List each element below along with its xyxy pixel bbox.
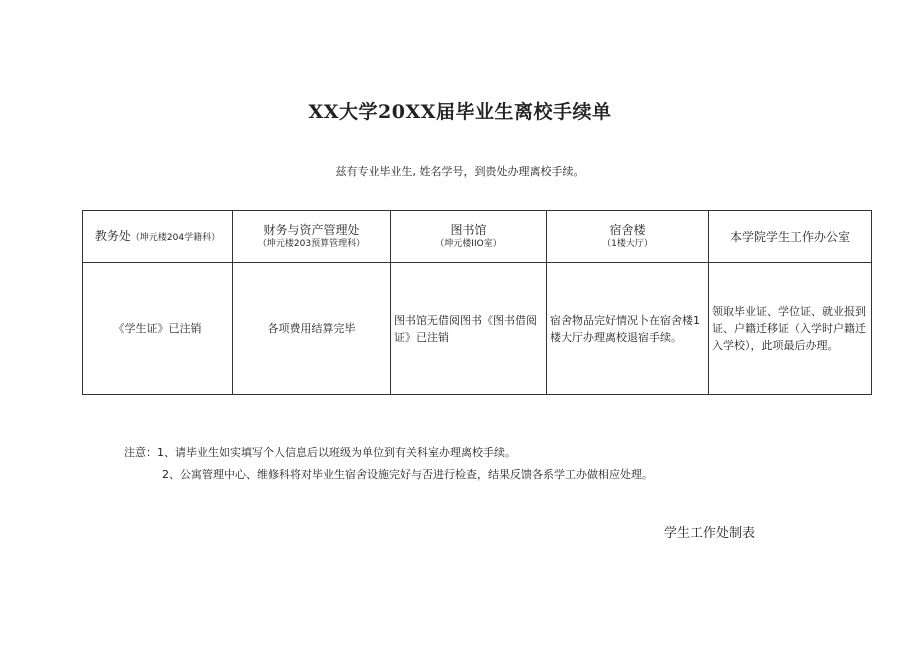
header-cell-academic-affairs [83,211,233,263]
dept-name: 宿舍楼 [609,223,646,237]
dept-name: 财务与资产管理处 [263,223,360,237]
dept-location: （坤元楼IIO室） [435,239,502,249]
notes-section [124,442,653,486]
dept-name: 本学院学生工作办公室 [729,229,850,244]
note-line-1: 注意：1、请毕业生如实填写个人信息后以班级为单位到有关科室办理离校手续。 [124,446,516,459]
requirement-cell: 《学生证》已注销 [83,263,233,395]
requirement-cell: 各项费用结算完毕 [233,263,391,395]
requirement-cell: 宿舍物品完好情况卜在宿舍楼1楼大厅办理离校退宿手续。 [547,263,709,395]
clearance-table [82,210,872,395]
dept-location: （1楼大厅） [602,239,653,249]
issuer-label: 学生工作处制表 [664,526,756,541]
note-line-2: 2、公寓管理中心、维修科将对毕业生宿舍设施完好与否进行检查，结果反馈各系学工办做相应处理。 [162,468,653,481]
header-cell-finance [233,211,391,263]
requirement-cell: 图书馆无借阅图书《图书借阅证》已注销 [391,263,547,395]
requirement-cell: 领取毕业证、学位证、就业报到证、户籍迁移证（入学时户籍迁入学校），此项最后办理。 [709,263,872,395]
dept-name: 图书馆 [450,223,487,237]
header-cell-student-affairs-office [709,211,872,263]
header-cell-dormitory [547,211,709,263]
document-title: XX大学20XX届毕业生离校手续单 [308,101,612,123]
dept-location: （坤元楼204学籍科） [130,232,221,243]
intro-statement: 兹有专业毕业生, 姓名学号，到贵处办理离校手续。 [335,165,585,178]
dept-location: （坤元楼203预算管理科） [257,239,366,249]
table-header-row [83,211,872,263]
table-requirement-row [83,263,872,395]
dept-name: 教务处 [94,228,131,243]
header-cell-library [391,211,547,263]
